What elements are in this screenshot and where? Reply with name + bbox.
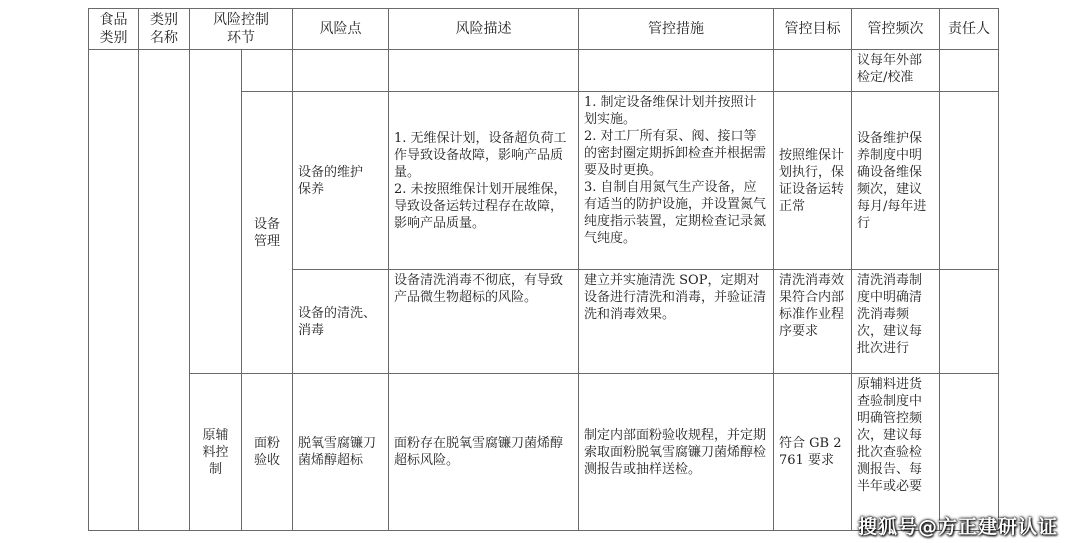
measures-cell [579, 50, 774, 92]
header-control-frequency: 管控频次 [852, 9, 940, 50]
maintenance-measures: 1. 制定设备维保计划并按照计划实施。 2. 对工厂所有泵、阀、接口等的密封圈定期拆卸检查并根据需要及时更换。 3. 自制自用氮气生产设备，应有适当的防护设施，并设置氮气纯度指示装置，定期检查记录氮气纯度。 [579, 92, 774, 270]
maintenance-risk-description: 1. 无维保计划，设备超负荷工作导致设备故障，影响产品质量。 2. 未按照维保计划开展维保，导致设备运转过程存在故障，影响产品质量。 [389, 92, 579, 270]
don-measures: 制定内部面粉验收规程，并定期索取面粉脱氧雪腐镰刀菌烯醇检测报告或抽样送检。 [579, 374, 774, 531]
header-control-target: 管控目标 [774, 9, 852, 50]
don-frequency: 原辅料进货查验制度中明确管控频次，建议每批次查验检测报告、每半年或必要 [852, 374, 940, 531]
maintenance-frequency: 设备维护保养制度中明确设备维保频次，建议每月/每年进行 [852, 92, 940, 270]
header-food-category: 食品 类别 [89, 9, 139, 50]
raw-material-control-label: 原辅 料控 制 [190, 374, 242, 531]
equipment-management-label: 设备 管理 [242, 92, 293, 374]
header-responsible: 责任人 [940, 9, 999, 50]
maintenance-target: 按照维保计划执行，保证设备运转正常 [774, 92, 852, 270]
target-cell [774, 50, 852, 92]
header-category-name: 类别 名称 [139, 9, 190, 50]
cleaning-risk-point: 设备的清洗、消毒 [293, 270, 389, 374]
header-risk-point: 风险点 [293, 9, 389, 50]
table-row [89, 50, 999, 92]
don-risk-description: 面粉存在脱氧雪腐镰刀菌烯醇超标风险。 [389, 374, 579, 531]
don-risk-point: 脱氧雪腐镰刀菌烯醇超标 [293, 374, 389, 531]
don-responsible [940, 374, 999, 531]
risk-description-cell [389, 50, 579, 92]
sub-link-cell [242, 50, 293, 92]
category-name-cell [139, 50, 190, 531]
cleaning-target: 清洗消毒效果符合内部标准作业程序要求 [774, 270, 852, 374]
flour-acceptance-label: 面粉 验收 [242, 374, 293, 531]
maintenance-responsible [940, 92, 999, 270]
risk-point-cell [293, 50, 389, 92]
risk-link-cell [190, 50, 242, 374]
risk-control-table [88, 8, 999, 531]
maintenance-risk-point: 设备的维护 保养 [293, 92, 389, 270]
table-row [89, 374, 999, 531]
table-header-row [89, 9, 999, 50]
cleaning-responsible [940, 270, 999, 374]
header-risk-description: 风险描述 [389, 9, 579, 50]
frequency-cell: 议每年外部 检定/校准 [852, 50, 940, 92]
cleaning-risk-description: 设备清洗消毒不彻底，有导致产品微生物超标的风险。 [389, 270, 579, 374]
food-category-cell [89, 50, 139, 531]
don-target: 符合 GB 2761 要求 [774, 374, 852, 531]
cleaning-measures: 建立并实施清洗 SOP，定期对设备进行清洗和消毒，并验证清洗和消毒效果。 [579, 270, 774, 374]
watermark: 搜狐号@方正建研认证 [857, 516, 1058, 538]
header-control-measures: 管控措施 [579, 9, 774, 50]
cleaning-frequency: 清洗消毒制度中明确清洗消毒频次，建议每批次进行 [852, 270, 940, 374]
document-page [88, 8, 998, 529]
responsible-cell [940, 50, 999, 92]
header-risk-link: 风险控制 环节 [190, 9, 293, 50]
